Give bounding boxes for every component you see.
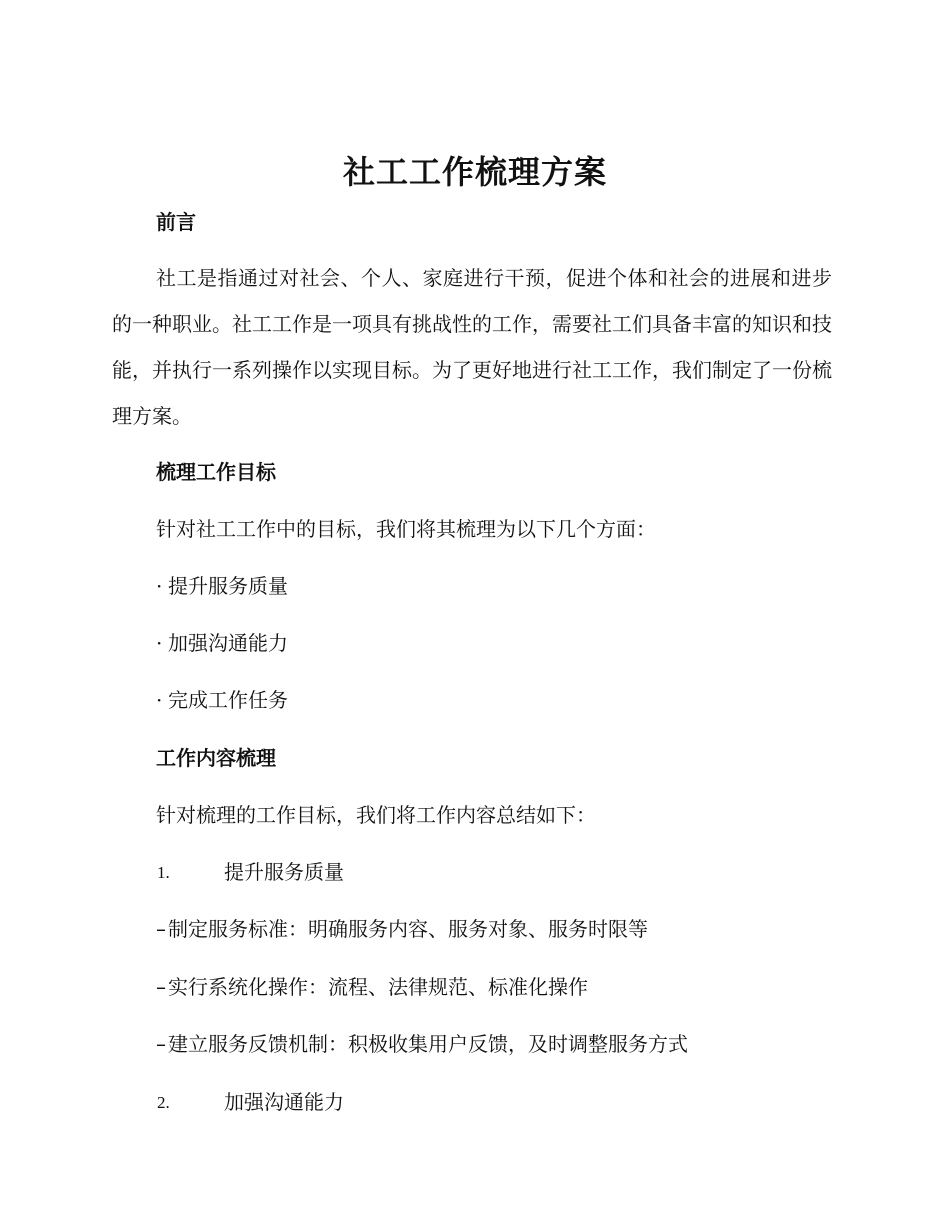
bullet-mark: · xyxy=(156,688,163,712)
goal-item-text: 完成工作任务 xyxy=(168,688,288,712)
list-number: 2. xyxy=(157,1093,170,1112)
section-heading-content: 工作内容梳理 xyxy=(156,746,276,770)
document-title: 社工工作梳理方案 xyxy=(342,153,607,191)
list-item-title: 加强沟通能力 xyxy=(224,1090,344,1114)
detail-item-text: 实行系统化操作：流程、法律规范、标准化操作 xyxy=(168,975,588,999)
bullet-mark: · xyxy=(156,574,163,598)
detail-item xyxy=(156,1030,688,1058)
detail-item-text: 制定服务标准：明确服务内容、服务对象、服务时限等 xyxy=(168,917,648,941)
detail-item xyxy=(156,973,588,1001)
dash-mark: – xyxy=(156,975,166,999)
goals-intro: 针对社工工作中的目标，我们将其梳理为以下几个方面： xyxy=(156,517,656,541)
content-intro: 针对梳理的工作目标，我们将工作内容总结如下： xyxy=(156,803,596,827)
bullet-mark: · xyxy=(156,631,163,655)
goal-item-text: 提升服务质量 xyxy=(168,574,288,598)
section-heading-preface: 前言 xyxy=(156,210,196,234)
dash-mark: – xyxy=(156,917,166,941)
goal-item xyxy=(156,686,288,714)
goal-item-text: 加强沟通能力 xyxy=(168,631,288,655)
dash-mark: – xyxy=(156,1032,166,1056)
preface-paragraph: 社工是指通过对社会、个人、家庭进行干预，促进个体和社会的进展和进步的一种职业。社工工作是一项具有挑战性的工作，需要社工们具备丰富的知识和技能，并执行一系列操作以实现目标。为了更好地进行社工工作，我们制定了一份梳理方案。 xyxy=(112,266,832,428)
detail-item xyxy=(156,915,648,943)
goal-item xyxy=(156,629,288,657)
detail-item-text: 建立服务反馈机制：积极收集用户反馈，及时调整服务方式 xyxy=(168,1032,688,1056)
list-number: 1. xyxy=(157,863,170,882)
section-heading-goals: 梳理工作目标 xyxy=(156,460,276,484)
goal-item xyxy=(156,572,288,600)
list-item-title: 提升服务质量 xyxy=(224,860,344,884)
